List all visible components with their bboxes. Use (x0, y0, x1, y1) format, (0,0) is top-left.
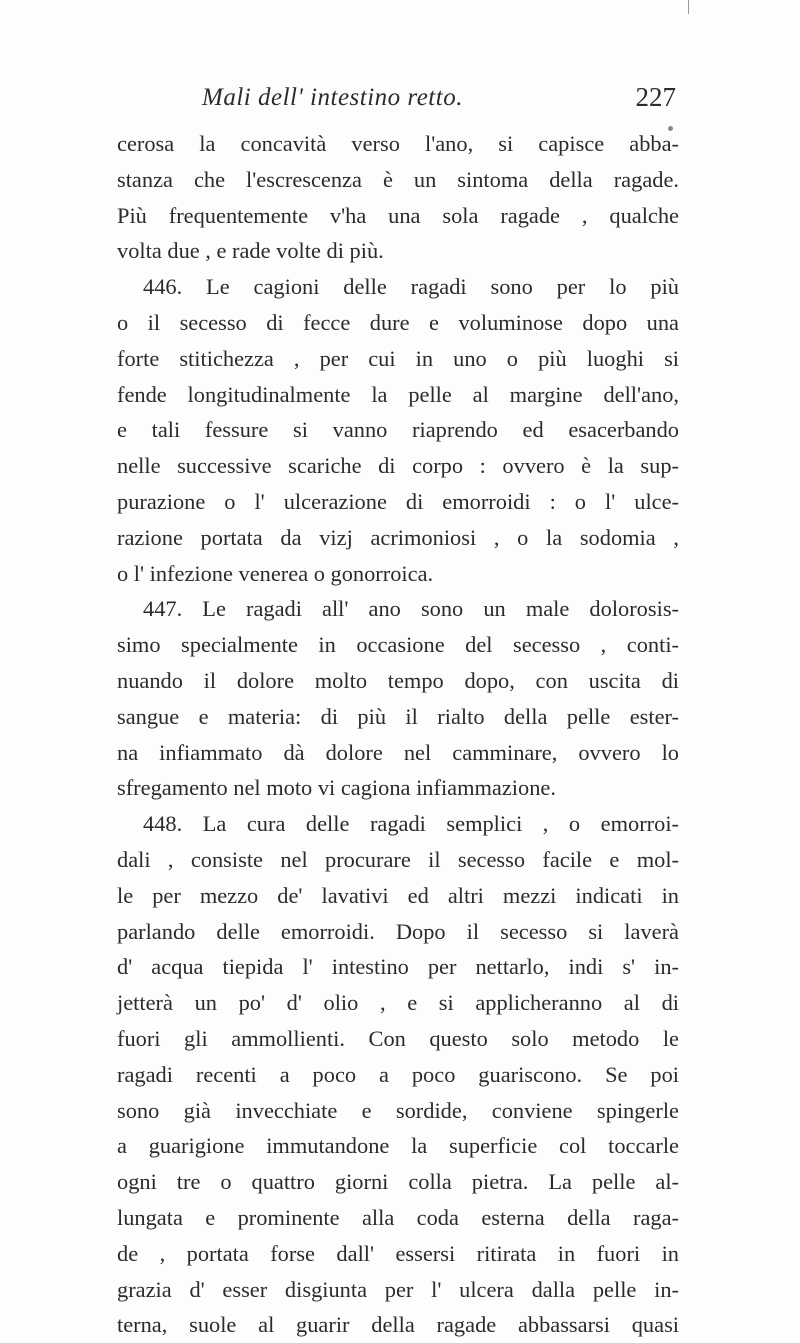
page-number: 227 (635, 82, 676, 112)
text-line: parlando delle emorroidi. Dopo il secesso si laverà (117, 918, 679, 944)
text-line: fuori gli ammollienti. Con questo solo metodo le (117, 1025, 679, 1051)
text-line: purazione o l' ulcerazione di emorroidi : o l' ulce- (117, 488, 679, 514)
body-text (117, 126, 679, 1343)
text-line: sangue e materia: di più il rialto della pelle ester- (117, 703, 679, 729)
text-line: Più frequentemente v'ha una sola ragade , qualche (117, 202, 679, 228)
text-line: nelle successive scariche di corpo : ovvero è la sup- (117, 453, 679, 479)
paragraph-448-start: 448. La cura delle ragadi semplici , o emorroi- (143, 811, 679, 837)
running-title: Mali dell' intestino retto. (202, 84, 463, 111)
running-head (120, 84, 676, 118)
text-line: terna, suole al guarir della ragade abbassarsi quasi (117, 1312, 679, 1338)
text-line: sono già invecchiate e sordide, conviene spingerle (117, 1097, 679, 1123)
text-line: ragadi recenti a poco a poco guariscono. Se poi (117, 1061, 679, 1087)
text-line: fende longitudinalmente la pelle al margine dell'ano, (117, 381, 679, 407)
text-line: e tali fessure si vanno riaprendo ed esacerbando (117, 417, 679, 443)
text-line: grazia d' esser disgiunta per l' ulcera dalla pelle in- (117, 1276, 679, 1302)
text-line: le per mezzo de' lavativi ed altri mezzi indicati in (117, 882, 679, 908)
text-line: o il secesso di fecce dure e voluminose dopo una (117, 309, 679, 335)
text-line: ogni tre o quattro giorni colla pietra. La pelle al- (117, 1169, 679, 1195)
text-line: volta due , e rade volte di più. (117, 238, 384, 264)
text-line: razione portata da vizj acrimoniosi , o la sodomia , (117, 524, 679, 550)
text-line: cerosa la concavità verso l'ano, si capisce abba- (117, 131, 679, 156)
text-line: o l' infezione venerea o gonorroica. (117, 560, 434, 586)
text-line: dali , consiste nel procurare il secesso facile e mol- (117, 846, 679, 872)
paragraph-446-start: 446. Le cagioni delle ragadi sono per lo più (143, 274, 679, 300)
text-line: forte stitichezza , per cui in uno o più luoghi si (117, 345, 679, 371)
text-line: na infiammato dà dolore nel camminare, ovvero lo (117, 739, 679, 765)
text-line: jetterà un po' d' olio , e si applicheranno al di (117, 990, 679, 1016)
text-line: a guarigione immutandone la superficie col toccarle (117, 1133, 679, 1159)
text-line: nuando il dolore molto tempo dopo, con uscita di (117, 667, 679, 693)
paragraph-447-start: 447. Le ragadi all' ano sono un male dolorosis- (143, 596, 679, 622)
text-line: simo specialmente in occasione del secesso , conti- (117, 632, 679, 658)
text-line: de , portata forse dall' essersi ritirata in fuori in (117, 1240, 679, 1266)
edge-mark (688, 0, 689, 14)
text-line: sfregamento nel moto vi cagiona infiammazione. (117, 775, 556, 801)
text-line: lungata e prominente alla coda esterna della raga- (117, 1204, 679, 1230)
text-line: stanza che l'escrescenza è un sintoma della ragade. (117, 166, 679, 192)
text-line: d' acqua tiepida l' intestino per nettarlo, indi s' in- (117, 954, 679, 980)
